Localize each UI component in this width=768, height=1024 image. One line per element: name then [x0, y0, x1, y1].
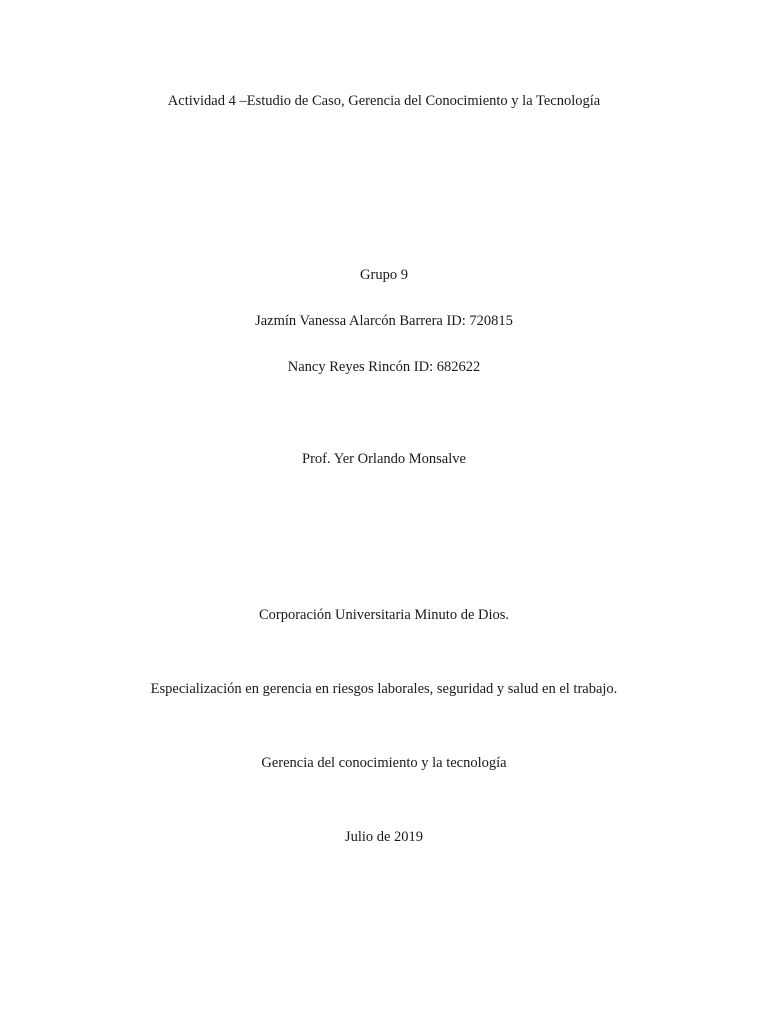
course-name: Gerencia del conocimiento y la tecnología — [261, 755, 507, 771]
document-title: Actividad 4 –Estudio de Caso, Gerencia del Conocimiento y la Tecnología — [167, 93, 601, 109]
document-date: Julio de 2019 — [344, 829, 424, 845]
group-name: Grupo 9 — [360, 267, 408, 283]
member-name: Nancy Reyes Rincón ID: 682622 — [287, 359, 481, 375]
institution-name: Corporación Universitaria Minuto de Dios. — [258, 607, 510, 623]
member-name: Jazmín Vanessa Alarcón Barrera ID: 720815 — [255, 313, 513, 329]
professor-name: Prof. Yer Orlando Monsalve — [302, 451, 466, 467]
program-name: Especialización en gerencia en riesgos laborales, seguridad y salud en el trabajo. — [150, 681, 618, 697]
